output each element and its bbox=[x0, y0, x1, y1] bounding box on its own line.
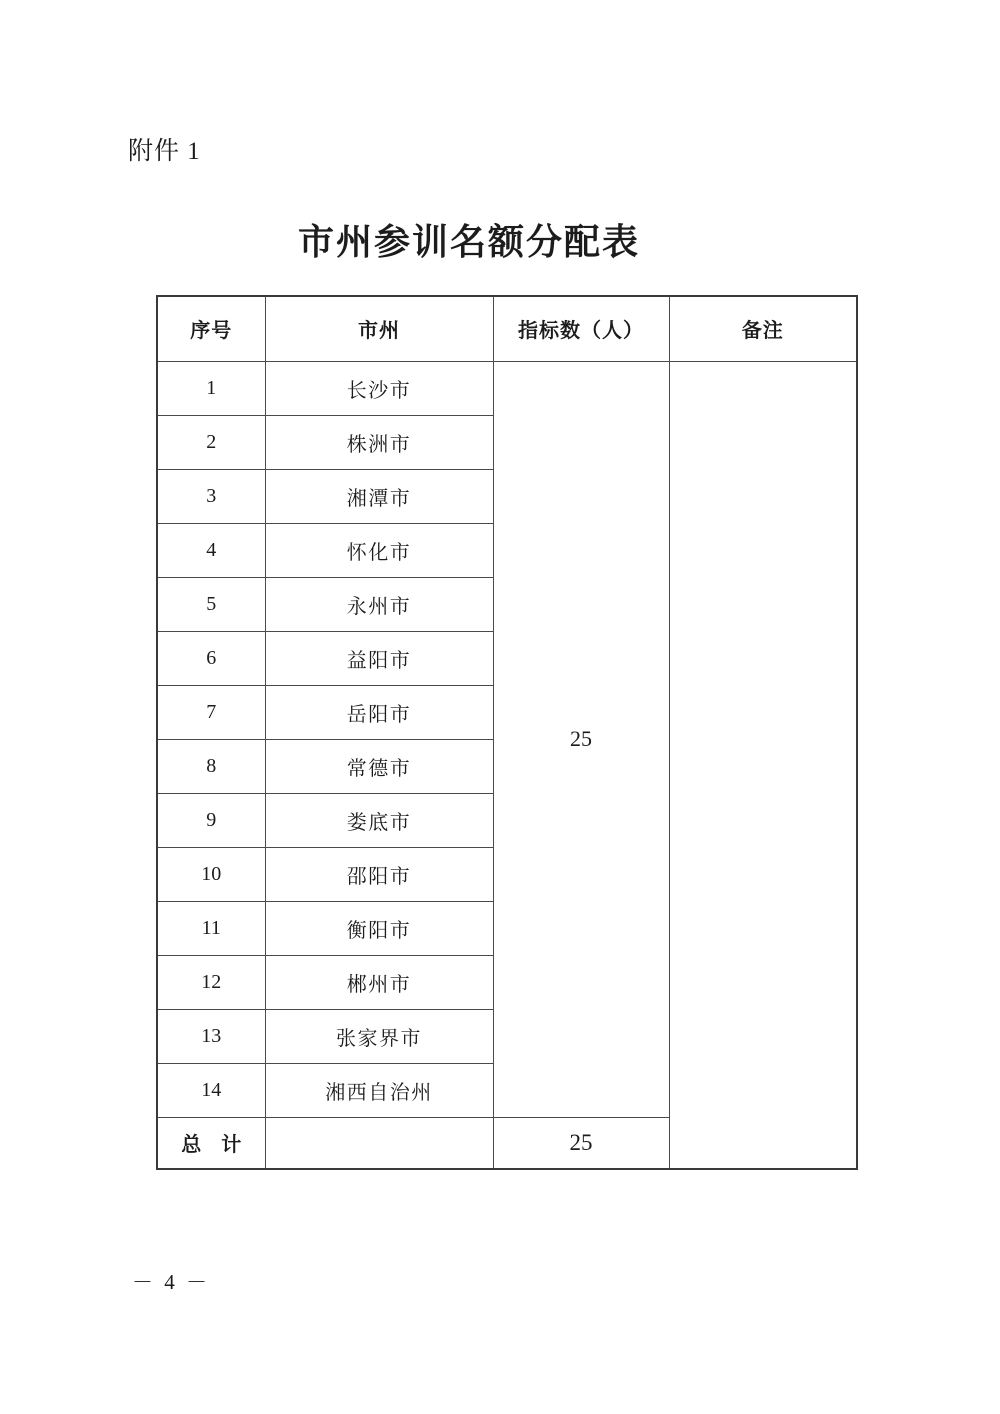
row-number: 13 bbox=[157, 1009, 265, 1063]
attachment-label: 附件 1 bbox=[128, 138, 201, 165]
row-number: 9 bbox=[157, 793, 265, 847]
row-number: 10 bbox=[157, 847, 265, 901]
table-row bbox=[157, 361, 857, 415]
row-city: 岳阳市 bbox=[265, 685, 493, 739]
document-title: 市州参训名额分配表 bbox=[297, 222, 640, 262]
row-number: 14 bbox=[157, 1063, 265, 1117]
row-number: 5 bbox=[157, 577, 265, 631]
row-city: 邵阳市 bbox=[265, 847, 493, 901]
row-number: 3 bbox=[157, 469, 265, 523]
row-city: 永州市 bbox=[265, 577, 493, 631]
row-city: 娄底市 bbox=[265, 793, 493, 847]
row-city: 湘西自治州 bbox=[265, 1063, 493, 1117]
row-number: 1 bbox=[157, 361, 265, 415]
row-city: 湘潭市 bbox=[265, 469, 493, 523]
row-city: 怀化市 bbox=[265, 523, 493, 577]
total-label: 总 计 bbox=[157, 1117, 265, 1169]
row-city: 株洲市 bbox=[265, 415, 493, 469]
row-city: 张家界市 bbox=[265, 1009, 493, 1063]
row-city: 长沙市 bbox=[265, 361, 493, 415]
row-number: 12 bbox=[157, 955, 265, 1009]
row-number: 7 bbox=[157, 685, 265, 739]
header-city: 市州 bbox=[265, 296, 493, 361]
total-quota-value: 25 bbox=[493, 1117, 669, 1169]
page-number: － 4 － bbox=[132, 1270, 210, 1294]
total-city-empty-cell bbox=[265, 1117, 493, 1169]
row-city: 衡阳市 bbox=[265, 901, 493, 955]
row-city: 益阳市 bbox=[265, 631, 493, 685]
row-number: 8 bbox=[157, 739, 265, 793]
row-city: 郴州市 bbox=[265, 955, 493, 1009]
row-number: 4 bbox=[157, 523, 265, 577]
row-number: 11 bbox=[157, 901, 265, 955]
header-remarks: 备注 bbox=[669, 296, 857, 361]
remarks-merged-cell bbox=[669, 361, 857, 1169]
quota-allocation-table bbox=[156, 295, 858, 1170]
header-serial-number: 序号 bbox=[157, 296, 265, 361]
table-header-row bbox=[157, 296, 857, 361]
header-quota: 指标数（人） bbox=[493, 296, 669, 361]
row-number: 2 bbox=[157, 415, 265, 469]
row-number: 6 bbox=[157, 631, 265, 685]
row-city: 常德市 bbox=[265, 739, 493, 793]
quota-merged-value: 25 bbox=[493, 361, 669, 1117]
